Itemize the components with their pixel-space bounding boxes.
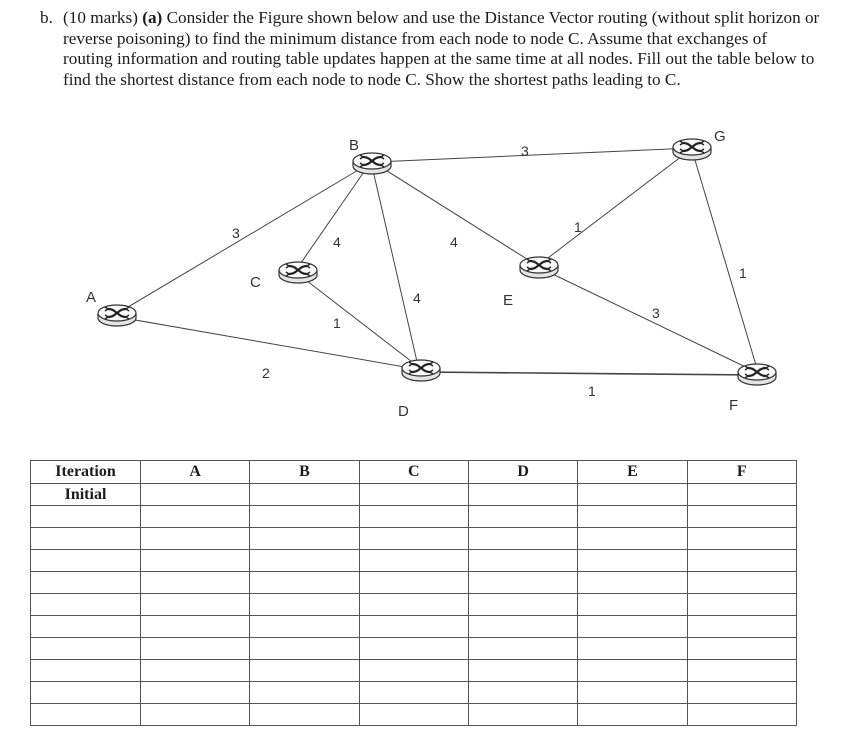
- distance-cell[interactable]: [578, 682, 687, 704]
- table-row: [31, 572, 797, 594]
- distance-cell[interactable]: [359, 660, 468, 682]
- iteration-cell[interactable]: [31, 506, 141, 528]
- distance-cell[interactable]: [468, 572, 577, 594]
- distance-cell[interactable]: [141, 704, 250, 726]
- marks: (10 marks): [63, 8, 138, 27]
- distance-cell[interactable]: [578, 528, 687, 550]
- table-row: [31, 594, 797, 616]
- distance-cell[interactable]: [141, 638, 250, 660]
- router-icon-F: [738, 364, 776, 385]
- distance-cell[interactable]: [141, 594, 250, 616]
- distance-cell[interactable]: [687, 594, 796, 616]
- distance-cell[interactable]: [578, 660, 687, 682]
- distance-cell[interactable]: [359, 638, 468, 660]
- distance-cell[interactable]: [578, 594, 687, 616]
- distance-cell[interactable]: [687, 616, 796, 638]
- distance-cell[interactable]: [359, 616, 468, 638]
- distance-cell[interactable]: [578, 704, 687, 726]
- distance-cell[interactable]: [687, 682, 796, 704]
- distance-cell[interactable]: [468, 528, 577, 550]
- cost-A-B: 3: [232, 225, 240, 241]
- node-label-B: B: [349, 137, 360, 154]
- iteration-cell[interactable]: [31, 550, 141, 572]
- link-E-F: [540, 268, 756, 372]
- cost-B-D: 4: [413, 290, 421, 306]
- header-iteration: Iteration: [31, 461, 141, 484]
- router-icon-B: [353, 153, 391, 174]
- table-row: [31, 704, 797, 726]
- distance-cell[interactable]: [468, 682, 577, 704]
- distance-cell[interactable]: [141, 506, 250, 528]
- distance-cell[interactable]: [687, 484, 796, 506]
- link-C-D: [298, 274, 420, 368]
- iteration-cell[interactable]: [31, 682, 141, 704]
- header-C: C: [359, 461, 468, 484]
- node-label-D: D: [398, 403, 409, 420]
- distance-cell[interactable]: [578, 572, 687, 594]
- node-label-E: E: [503, 292, 514, 309]
- table-row: [31, 484, 797, 506]
- header-B: B: [250, 461, 359, 484]
- distance-cell[interactable]: [250, 638, 359, 660]
- header-D: D: [468, 461, 577, 484]
- router-icon-C: [279, 262, 317, 283]
- distance-cell[interactable]: [250, 550, 359, 572]
- table-row: [31, 528, 797, 550]
- table-row: [31, 550, 797, 572]
- iteration-cell[interactable]: [31, 660, 141, 682]
- distance-cell[interactable]: [468, 638, 577, 660]
- node-label-C: C: [250, 274, 261, 291]
- distance-cell[interactable]: [687, 550, 796, 572]
- iteration-cell[interactable]: [31, 528, 141, 550]
- table-header-row: [31, 461, 797, 484]
- distance-cell[interactable]: [141, 572, 250, 594]
- header-A: A: [141, 461, 250, 484]
- link-B-E: [376, 164, 538, 266]
- table-row: [31, 638, 797, 660]
- router-icon-E: [520, 257, 558, 278]
- table-row: [31, 506, 797, 528]
- link-A-D: [118, 317, 422, 370]
- iteration-cell[interactable]: [31, 616, 141, 638]
- distance-cell[interactable]: [250, 528, 359, 550]
- distance-cell[interactable]: [250, 594, 359, 616]
- distance-cell[interactable]: [141, 528, 250, 550]
- distance-cell[interactable]: [141, 616, 250, 638]
- cost-A-D: 2: [262, 365, 270, 381]
- distance-cell[interactable]: [250, 682, 359, 704]
- link-D-F: [424, 372, 758, 375]
- distance-cell[interactable]: [359, 682, 468, 704]
- link-G-F: [692, 150, 758, 372]
- distance-cell[interactable]: [468, 594, 577, 616]
- distance-cell[interactable]: [687, 572, 796, 594]
- distance-cell[interactable]: [468, 704, 577, 726]
- question-label: b.: [40, 8, 53, 27]
- distance-cell[interactable]: [468, 506, 577, 528]
- iteration-cell[interactable]: [31, 638, 141, 660]
- cost-B-G: 3: [521, 143, 529, 159]
- distance-cell[interactable]: [250, 616, 359, 638]
- router-icon-F-G: [673, 139, 711, 160]
- distance-cell[interactable]: [687, 638, 796, 660]
- cost-B-E: 4: [450, 234, 458, 250]
- distance-cell[interactable]: [141, 484, 250, 506]
- distance-cell[interactable]: [578, 638, 687, 660]
- link-E-G: [540, 150, 690, 264]
- distance-cell[interactable]: [468, 616, 577, 638]
- part-label: (a): [142, 8, 163, 27]
- distance-cell[interactable]: [468, 550, 577, 572]
- distance-vector-table: [30, 460, 797, 726]
- distance-cell[interactable]: [141, 660, 250, 682]
- distance-cell[interactable]: [359, 484, 468, 506]
- iteration-cell[interactable]: [31, 572, 141, 594]
- question-body: Consider the Figure shown below and use the Distance Vector routing (without split horizon or reverse poisoning) to find the minimum distance from each node to node C. Assume that exchanges of routing information and routing table updates happen at the same time at all nodes. Fill out the table below to find the shortest distance from each node to node C. Show the shortest paths leading to C.: [63, 8, 820, 89]
- table-body: [31, 484, 797, 726]
- distance-cell[interactable]: [359, 506, 468, 528]
- distance-cell[interactable]: [250, 572, 359, 594]
- distance-cell[interactable]: [687, 528, 796, 550]
- distance-cell[interactable]: [359, 594, 468, 616]
- cost-E-G: 1: [574, 219, 582, 235]
- cost-G-F: 1: [739, 265, 747, 281]
- distance-cell[interactable]: [578, 550, 687, 572]
- cost-C-D: 1: [333, 315, 341, 331]
- iteration-cell[interactable]: Initial: [31, 484, 141, 506]
- distance-cell[interactable]: [359, 704, 468, 726]
- iteration-cell[interactable]: [31, 594, 141, 616]
- router-icon-A: [98, 305, 136, 326]
- header-F: F: [687, 461, 796, 484]
- distance-cell[interactable]: [250, 506, 359, 528]
- link-B-C: [296, 166, 368, 270]
- cost-B-C: 4: [333, 234, 341, 250]
- distance-cell[interactable]: [687, 660, 796, 682]
- header-E: E: [578, 461, 687, 484]
- node-label-F: F: [729, 397, 739, 414]
- distance-cell[interactable]: [250, 484, 359, 506]
- distance-cell[interactable]: [468, 484, 577, 506]
- cost-D-F: 1: [588, 383, 596, 399]
- table-row: [31, 616, 797, 638]
- node-label-G: G: [714, 128, 726, 145]
- distance-cell[interactable]: [359, 550, 468, 572]
- distance-cell[interactable]: [578, 484, 687, 506]
- cost-E-F: 3: [652, 305, 660, 321]
- distance-cell[interactable]: [141, 682, 250, 704]
- node-label-A: A: [86, 289, 97, 306]
- table-row: [31, 660, 797, 682]
- distance-cell[interactable]: [359, 528, 468, 550]
- link-B-G: [376, 148, 692, 162]
- distance-cell[interactable]: [578, 506, 687, 528]
- distance-cell[interactable]: [141, 550, 250, 572]
- distance-cell[interactable]: [468, 660, 577, 682]
- distance-cell[interactable]: [687, 704, 796, 726]
- distance-cell[interactable]: [687, 506, 796, 528]
- table-row: [31, 682, 797, 704]
- distance-cell[interactable]: [250, 704, 359, 726]
- router-icon-D: [402, 360, 440, 381]
- iteration-cell[interactable]: [31, 704, 141, 726]
- distance-cell[interactable]: [250, 660, 359, 682]
- distance-cell[interactable]: [578, 616, 687, 638]
- distance-cell[interactable]: [359, 572, 468, 594]
